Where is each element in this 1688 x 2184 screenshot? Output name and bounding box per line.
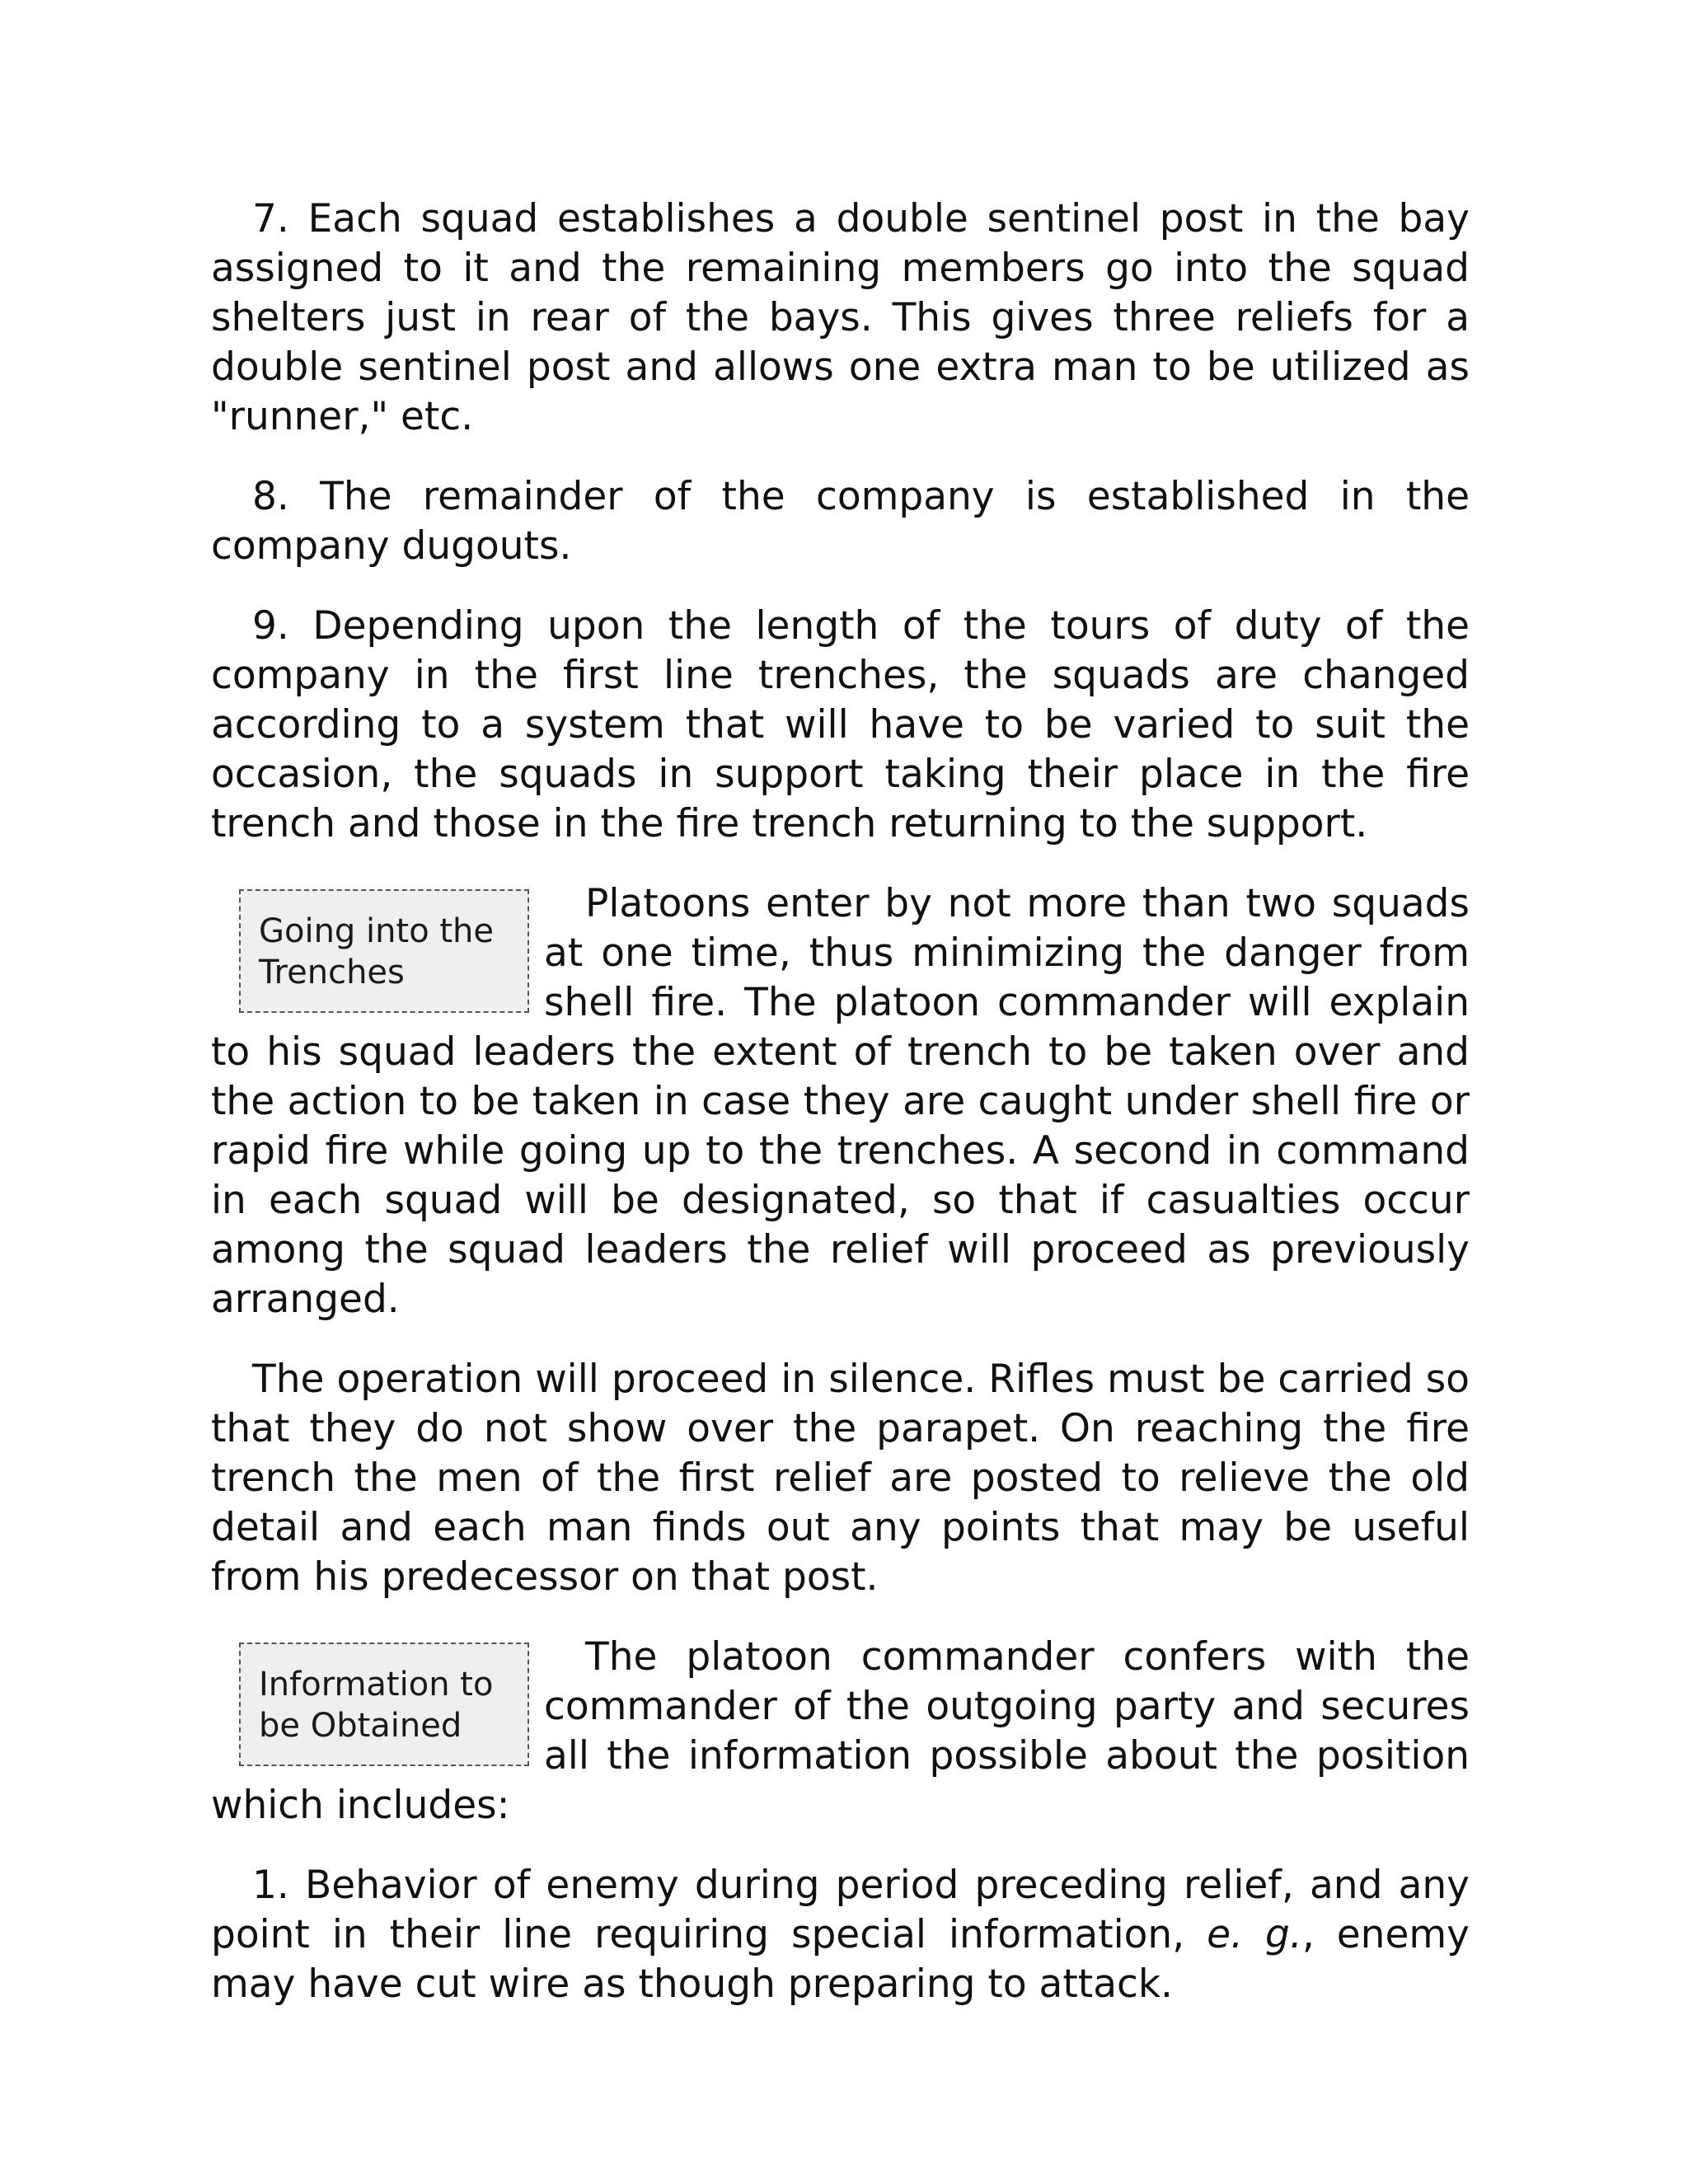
sidenote-information-to-be-obtained: Information to be Obtained [239,1643,529,1766]
list-item-1-text-end: , enemy may have cut wire as though preparing to attack. [211,1912,1470,2007]
paragraph-going-into-trenches: Platoons enter by not more than two squads at one time, thus minimizing the danger from shell fire. The platoon commander will explain to his squad leaders the extent of trench to be taken over and the action to be taken in case they are caught under shell fire or rapid fire while going up to the trenches. A second in command in each squad will be designated, so that if casualties occur among the squad leaders the relief will proceed as previously arranged. [211,881,1470,1322]
list-item-1-emphasis: e. g. [1207,1912,1302,1957]
paragraph-7: 7. Each squad establishes a double sentinel post in the bay assigned to it and the remaining members go into the squad shelters just in rear of the bays. This gives three reliefs for a double sentinel post and allows one extra man to be utilized as "runner," etc. [211,196,1470,439]
document-page [211,194,1470,2040]
list-item-1 [211,1861,1470,2009]
paragraph-8: 8. The remainder of the company is established in the company dugouts. [211,474,1470,569]
sidenote-going-into-trenches: Going into the Trenches [239,889,529,1013]
going-into-trenches-section [211,879,1470,1324]
list-item-1-text: 1. Behavior of enemy during period preceding relief, and any point in their line requiring special information, [211,1863,1470,1957]
information-section [211,1633,1470,1830]
paragraph-9: 9. Depending upon the length of the tours of duty of the company in the first line trenches, the squads are changed according to a system that will have to be varied to suit the occasion, the squads in support taking their place in the fire trench and those in the fire trench returning to the support. [211,603,1470,846]
paragraph-information: The platoon commander confers with the commander of the outgoing party and secures all the information possible about the position which includes: [211,1634,1470,1828]
paragraph-operation: The operation will proceed in silence. Rifles must be carried so that they do not show over the parapet. On reaching the fire trench the men of the first relief are posted to relieve the old detail and each man finds out any points that may be useful from his predecessor on that post. [211,1357,1470,1600]
